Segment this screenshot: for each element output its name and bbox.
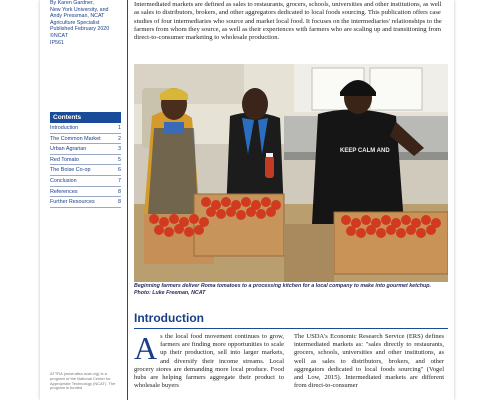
section-divider bbox=[134, 328, 448, 329]
toc-item-label: References bbox=[50, 188, 78, 195]
toc-item-label: Urban Agrarian bbox=[50, 146, 87, 153]
toc-item-page: 8 bbox=[118, 199, 121, 206]
intro-summary: Intermediated markets are defined as sales to restaurants, grocers, schools, universities and other institutions, as well as sales to distributors, brokers, and other aggregators dedicated to local foods sourcing. This publication offers case studies of four intermediaries who source and market local food. It focuses on the intermediaries' relationships to the farmers from whom they source, as well as their experiences with farmers who are scaling up and transitioning from direct-to-consumer marketing to wholesale production. bbox=[134, 1, 442, 42]
toc-item-label: The Boise Co-op bbox=[50, 167, 91, 174]
toc-item[interactable] bbox=[50, 144, 121, 155]
sidebar bbox=[50, 0, 121, 400]
toc-item[interactable] bbox=[50, 197, 121, 208]
photo-caption: Beginning farmers deliver Roma tomatoes to a processing kitchen for a local company to make into gourmet ketchup. Photo: Luke Freeman, NCAT bbox=[134, 283, 431, 296]
section-title: Introduction bbox=[134, 311, 204, 325]
attra-note: ATTRA (www.attra.ncat.org) is a program of the National Center for Appropriate Technology (NCAT). The program is funded bbox=[50, 371, 116, 391]
toc-item-label: Red Tomato bbox=[50, 156, 79, 163]
toc-item[interactable] bbox=[50, 123, 121, 134]
toc-title: Contents bbox=[50, 112, 121, 123]
body-column-right: The USDA's Economic Research Service (ERS) defines intermediated markets as: "sales directly to restaurants, grocers, schools, universities and other institutions, as well as sales to distributors, brokers, and other aggregators dedicated to local foods sourcing" (Vogel and Low, 2015). Intermediated markets are different from direct-to-consumer bbox=[294, 333, 444, 390]
main-content bbox=[134, 0, 448, 400]
drop-cap: A bbox=[134, 330, 158, 366]
body-column-left bbox=[134, 330, 284, 390]
cover-photo bbox=[134, 64, 448, 282]
column-divider bbox=[127, 0, 128, 400]
toc-item-page: 5 bbox=[118, 156, 121, 163]
toc-item-page: 1 bbox=[118, 125, 121, 131]
document-page bbox=[40, 0, 454, 400]
toc-item-page: 2 bbox=[118, 135, 121, 142]
toc-item[interactable] bbox=[50, 155, 121, 166]
toc-item[interactable] bbox=[50, 176, 121, 187]
byline-author-1: By Karen Gardner, bbox=[50, 0, 94, 6]
toc-item[interactable] bbox=[50, 165, 121, 176]
byline-affiliation: New York University, and bbox=[50, 6, 109, 13]
byline-copyright: ©NCAT bbox=[50, 32, 68, 39]
byline-pub-id: IP561 bbox=[50, 39, 64, 46]
shirt-text: KEEP CALM AND bbox=[340, 148, 390, 154]
toc-item-label: The Common Market bbox=[50, 135, 101, 142]
byline-author-2: Andy Pressman, NCAT bbox=[50, 13, 105, 20]
toc-item[interactable] bbox=[50, 187, 121, 198]
body-text-left: s the local food movement continues to grow, farmers are finding more opportunities to scale up their production, sell into larger markets, and diversify their income streams. Local grocery stores are demanding more local produce. Food hubs are helping farmers aggregate their product to wholesale buyers bbox=[134, 333, 284, 390]
table-of-contents bbox=[50, 112, 121, 208]
toc-item-page: 7 bbox=[118, 177, 121, 184]
byline bbox=[50, 0, 121, 46]
toc-item-page: 8 bbox=[118, 188, 121, 195]
byline-published: Published February 2020 bbox=[50, 26, 110, 33]
toc-item-label: Further Resources bbox=[50, 199, 95, 206]
byline-role: Agriculture Specialist bbox=[50, 19, 100, 26]
toc-item-page: 3 bbox=[118, 146, 121, 153]
toc-item-label: Introduction bbox=[50, 125, 79, 131]
toc-item-page: 6 bbox=[118, 167, 121, 174]
cover-photo-illustration bbox=[134, 64, 448, 282]
toc-item-label: Conclusion bbox=[50, 177, 77, 184]
toc-item[interactable] bbox=[50, 134, 121, 145]
